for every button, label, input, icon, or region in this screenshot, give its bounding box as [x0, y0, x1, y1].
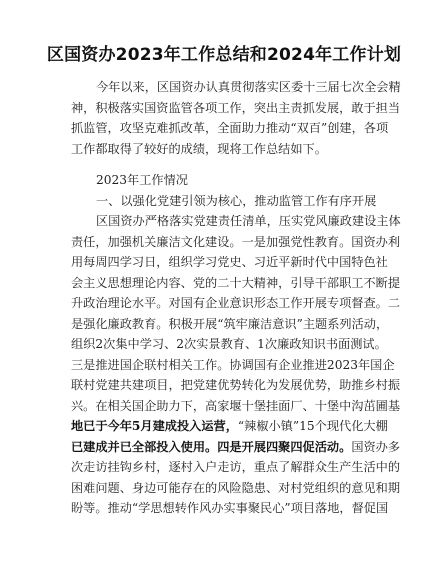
paragraph-line: 抓监管，攻坚克难抓改革，全面助力推动“双百”创建，各项 — [71, 121, 389, 135]
normal-text: 国资办多 — [351, 439, 401, 454]
paragraph-line: 升政治理论水平。对国有企业意识形态工作开展专项督查。二 — [71, 296, 401, 310]
normal-text: “辣椒小镇”15个现代化大棚 — [237, 419, 388, 433]
paragraph-line — [71, 416, 389, 437]
subsection-heading: 一、以强化党建引领为核心，推动监管工作有序开展 — [96, 193, 377, 208]
paragraph-line: 三是推进国企联村相关工作。协调国有企业推进2023年国企 — [71, 357, 395, 372]
bold-text: 地已于今年5月建成投入运营， — [71, 419, 238, 433]
paragraph-line: 次走访挂钩乡村，逐村入户走访，重点了解群众生产生活中的 — [71, 460, 401, 474]
document-body — [71, 77, 401, 519]
paragraph-line: 困难问题、身边可能存在的风险隐患、对村党组织的意见和期 — [71, 480, 401, 495]
paragraph-line: 兴。在相关国企助力下，高家堰十堡挂面厂、十堡中沟茁圃基 — [71, 398, 401, 413]
bold-text: 已建成并已全部投入使用。四是开展四聚四促活动。 — [71, 439, 352, 454]
paragraph-line: 用每周四学习日，组织学习党史、习近平新时代中国特色社 — [71, 255, 388, 269]
paragraph-line: 神，积极落实国资监管各项工作，突出主责抓发展，敢于担当 — [71, 100, 401, 115]
paragraph-line: 今年以来，区国资办认真贯彻落实区委十三届七次全会精 — [96, 80, 401, 94]
section-heading: 2023年工作情况 — [96, 173, 188, 187]
paragraph-line: 盼等。推动“学思想转作风办实事聚民心”项目落地，督促国 — [71, 501, 389, 515]
paragraph-line: 责任，加强机关廉洁文化建设。一是加强党性教育。国资办利 — [71, 234, 401, 249]
paragraph-line — [71, 437, 401, 458]
paragraph-line: 组织2次集中学习、2次实景教育、1次廉政知识书面测试。 — [71, 337, 387, 351]
paragraph-line: 区国资办严格落实党建责任清单，压实党风廉政建设主体 — [96, 214, 401, 228]
paragraph-line: 是强化廉政教育。积极开展“筑牢廉洁意识”主题系列活动， — [71, 316, 389, 331]
paragraph-line: 联村党建共建项目，把党建优势转化为发展优势，助推乡村振 — [71, 378, 401, 392]
paragraph-line: 会主义思想理论内容、党的二十大精神，引导干部职工不断提 — [71, 275, 401, 290]
document-title: 区国资办2023年工作总结和2024年工作计划 — [46, 45, 402, 65]
paragraph-line: 工作都取得了较好的成绩，现将工作总结如下。 — [71, 141, 327, 156]
